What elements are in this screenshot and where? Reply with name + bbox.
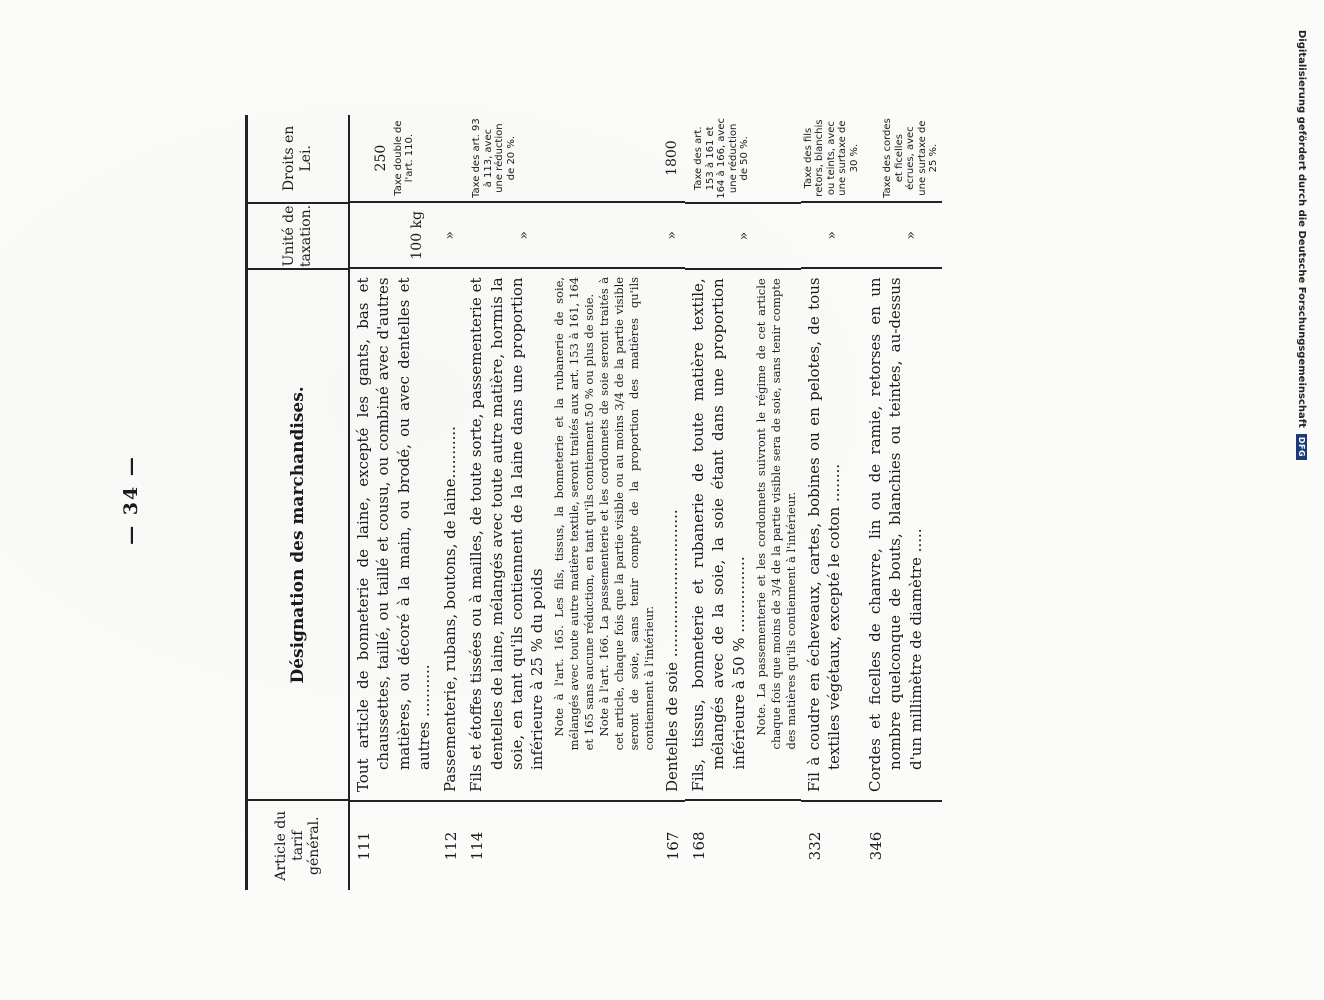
table-row: [862, 115, 942, 890]
header-article: Article du tarif général.: [272, 810, 323, 881]
table-row: [550, 115, 659, 890]
rate-value: 1800: [659, 115, 685, 203]
designation-text: Fils, tissus, bonneterie et rubanerie de toute matière textile, mélangés avec de la soie, la soie étant dans une proportion inférieure à 50 % ................: [689, 278, 748, 792]
unit-text: 100 kg: [350, 203, 437, 269]
designation-text: Dentelles de soie ...............................: [659, 269, 685, 802]
rate-cell: [862, 115, 942, 203]
article-number: 168: [690, 831, 709, 861]
designation-text: Fil à coudre en écheveaux, cartes, bobines ou en pelotes, de tous textiles végétaux, excepté le coton ........: [801, 269, 863, 802]
table-header-row: [248, 115, 350, 890]
rate-cell: [437, 115, 463, 203]
digitisation-notice: [1291, 30, 1313, 458]
unit-text: »: [862, 203, 942, 269]
rate-cell: [350, 115, 437, 203]
header-unit: Unité de taxation.: [248, 204, 348, 271]
rate-note: Taxe des art. 153 à 161 et 164 à 166, avec une réduction de 50 %.: [693, 118, 751, 199]
table-row: [801, 115, 863, 890]
rotated-document-page: [120, 0, 1110, 1000]
note-art-166: Note à l'art. 166. La passementerie et les cordonnets de soie seront traités à cet article, chaque fois que la partie visible ou au moins 3/4 de la partie visible seront de soie, sans tenir compte de la proportion des matières qu'ils contiennent à l'intérieur.: [597, 276, 656, 751]
rate-note: Taxe des art. 93 à 113, avec une réduction de 20 %.: [471, 118, 517, 198]
unit-text: »: [685, 204, 801, 271]
unit-text: »: [801, 203, 863, 269]
article-number: [550, 802, 659, 890]
article-number: 112: [442, 831, 460, 861]
header-designation: Désignation des marchandises.: [248, 270, 348, 801]
designation-text: Passementerie, rubans, boutons, de laine...........: [437, 269, 463, 802]
table-row: [685, 115, 801, 890]
unit-text: »: [659, 203, 685, 269]
designation-text: Cordes et ficelles de chanvre, lin ou de ramie, retorses en un nombre quelconque de bouts, blanchies ou teintes, au-dessus d'un millimètre de diamètre .....: [862, 269, 942, 802]
unit-text: »: [463, 203, 550, 269]
article-number: 167: [663, 831, 682, 861]
article-number: 332: [805, 831, 824, 861]
rate-note: Taxe des cordes et ficelles écrues, avec une surtaxe de 25 %.: [882, 118, 940, 198]
rate-value: 250: [373, 144, 389, 172]
rate-note: Taxe double de l'art. 110.: [392, 120, 416, 196]
dfg-logo: DFG: [1297, 434, 1308, 460]
rate-cell: [463, 115, 550, 203]
tariff-table: [245, 115, 942, 890]
designation-text: Tout article de bonneterie de laine, excepté les gants, bas et chaussettes, taillé, ou taillé et cousu, ou combiné avec d'autres matières, ou décoré à la main, ou brodé, ou avec dentelles et autres ...........: [350, 269, 437, 802]
note-art-168: Note. La passementerie et les cordonnets suivront le régime de cet article chaque fois que moins de 3/4 de la partie visible sera de soie, sans tenir compte des matières qu'ils contiennent à l'intérieur.: [753, 278, 798, 750]
page-number: — 34 —: [120, 455, 142, 545]
unit-text: »: [437, 203, 463, 269]
header-rate: Droits en Lei.: [248, 115, 348, 204]
note-art-165: Note à l'art. 165. Les fils, tissus, la bonneterie et la rubanerie de soie, mélangés avec toute autre matière textile, seront traités aux art. 153 à 161, 164 et 165 sans aucune réduction, en tant qu'ils contiennent 50 % ou plus de soie.: [552, 276, 597, 751]
table-row: [659, 115, 685, 890]
designation-text: Fils et étoffes tissées ou à mailles, de toute sorte, passementerie et dentelles de laine, mélangés avec toute autre matière, hormis la soie, en tant qu'ils contiennent de la laine dans une proportion inférieure à 25 % du poids: [463, 269, 550, 802]
rate-cell: [685, 115, 801, 204]
table-row: [437, 115, 463, 890]
rate-note: Taxe des fils retors, blanchis ou teints, avec une surtaxe de 30 %.: [802, 119, 860, 197]
unit-text: [550, 203, 659, 269]
article-number: 111: [355, 831, 373, 861]
digitisation-notice-text: Digitalisierung gefördert durch die Deutsche Forschungsgemeinschaft: [1296, 30, 1308, 428]
article-number: 346: [867, 831, 886, 861]
rate-cell: [801, 115, 863, 203]
table-row: [463, 115, 550, 890]
table-row: [350, 115, 437, 890]
rate-cell: [550, 115, 659, 203]
article-number: 114: [468, 831, 487, 861]
designation-cell: [685, 270, 801, 801]
notes-cell: [550, 269, 659, 802]
